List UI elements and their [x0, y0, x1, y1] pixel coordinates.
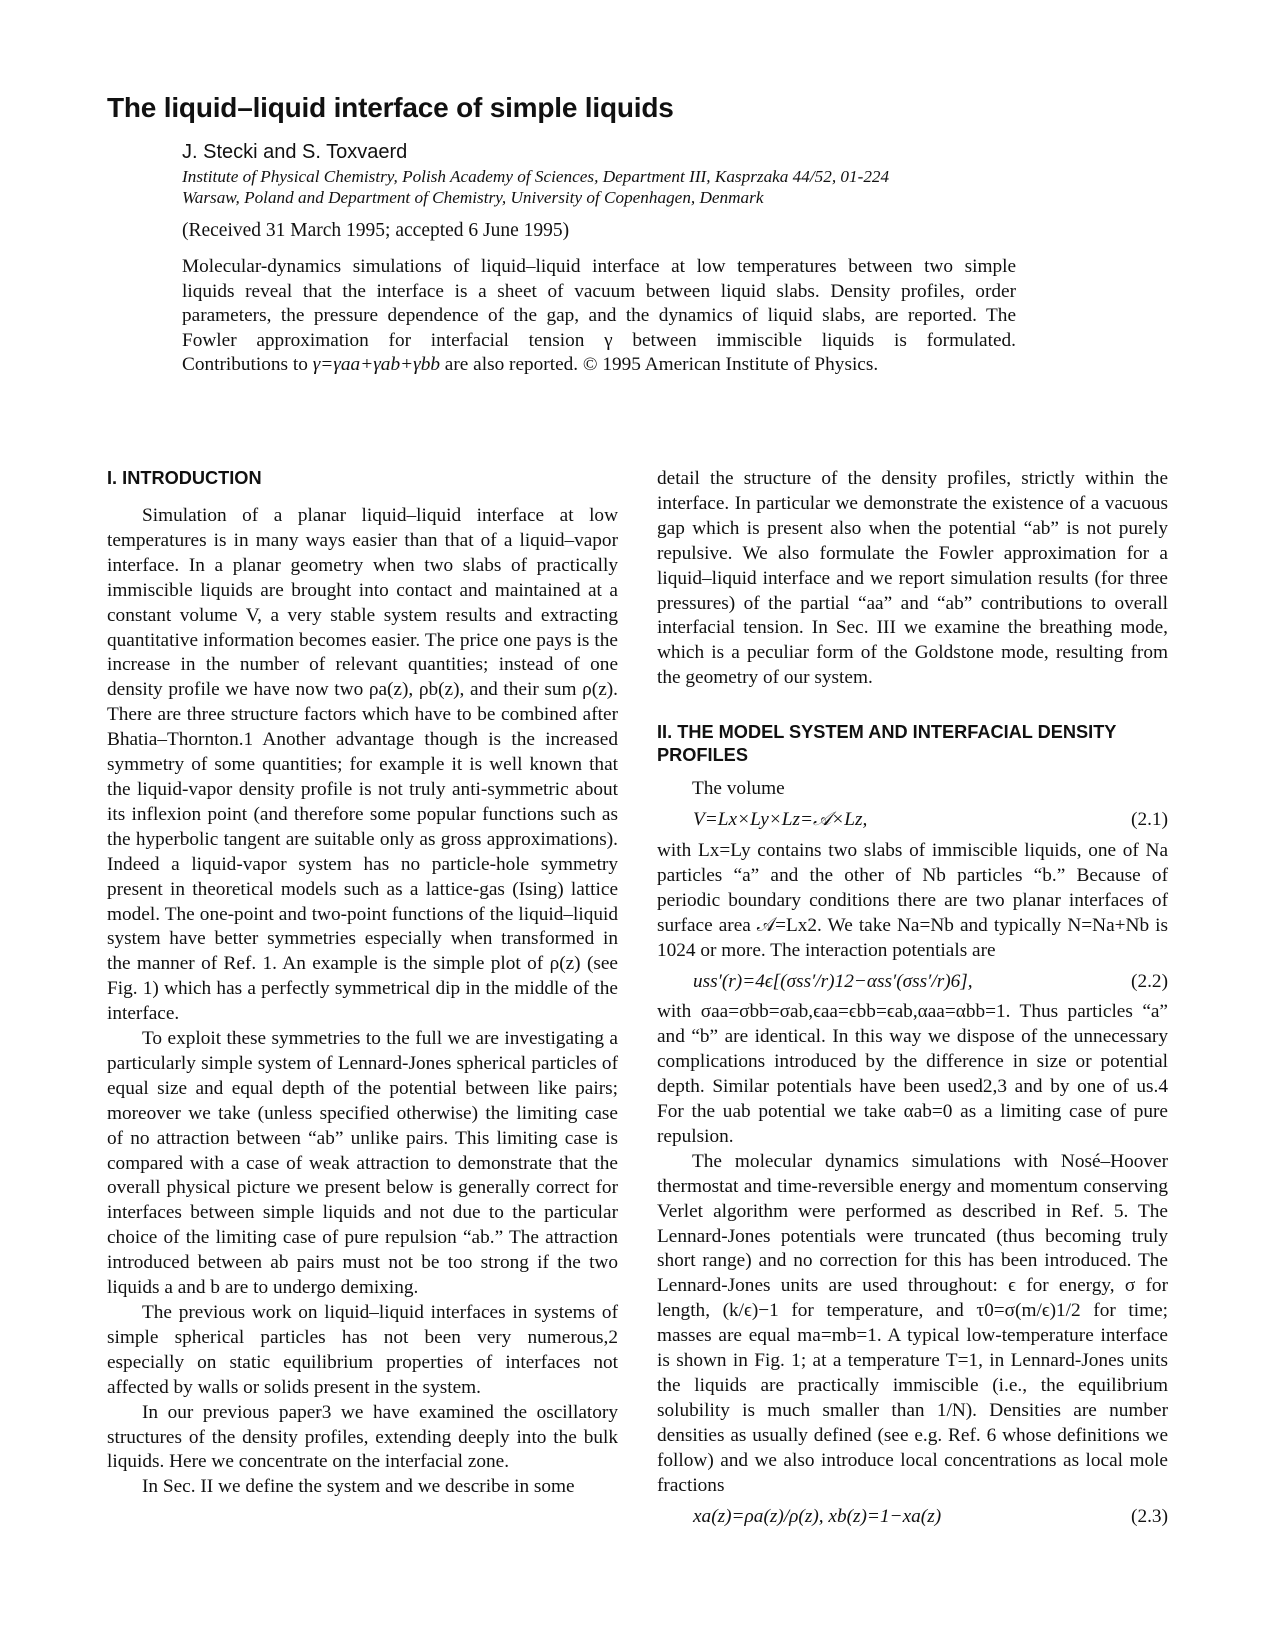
- abstract-line-5-pre: Contributions to: [182, 354, 313, 376]
- equation-2-3-body: xa(z)=ρa(z)/ρ(z), xb(z)=1−xa(z): [693, 1505, 942, 1527]
- intro-paragraph-4: In our previous paper3 we have examined the oscillatory structures of the density profiles, extending deeply into the bulk liquids. Here we concentrate on the interfacial zone.: [107, 1401, 618, 1473]
- abstract-gamma-equation: γ=γaa+γab+γbb: [312, 354, 440, 376]
- equation-2-2-number: (2.2): [1131, 970, 1168, 992]
- paper-authors: J. Stecki and S. Toxvaerd: [182, 141, 408, 163]
- model-paragraph-1: with Lx=Ly contains two slabs of immiscible liquids, one of Na particles “a” and the other of Nb particles “b.” Because of periodic boundary conditions there are two planar interfaces of surface area 𝒜=Lx2. We take Na=Nb and typically N=Na+Nb is 1024 or more. The interaction potentials are: [657, 839, 1168, 961]
- paper-title: The liquid–liquid interface of simple liquids: [107, 92, 674, 123]
- equation-2-1-body: V=Lx×Ly×Lz=𝒜×Lz,: [693, 809, 868, 831]
- abstract: [182, 255, 1016, 378]
- intro-paragraph-2: To exploit these symmetries to the full we are investigating a particularly simple system of Lennard-Jones spherical particles of equal size and equal depth of the potential between like pairs; moreover we take (unless specified otherwise) the limiting case of no attraction between “ab” unlike pairs. This limiting case is compared with a case of weak attraction to demonstrate that the overall physical picture we present below is generally correct for interfaces between simple liquids and not due to the particular choice of the limiting case of pure repulsion “ab.” The attraction introduced between ab pairs must not be too strong if the two liquids a and b are to undergo demixing.: [107, 1028, 618, 1299]
- equation-2-2: [657, 970, 1168, 995]
- equation-2-1: [657, 808, 1168, 833]
- paper-affiliation: [182, 166, 1022, 208]
- model-paragraph-3: The molecular dynamics simulations with Nosé–Hoover thermostat and time-reversible energy and momentum conserving Verlet algorithm were performed as described in Ref. 5. The Lennard-Jones potentials were truncated (thus becoming truly short range) and no correction for this has been introduced. The Lennard-Jones units are used throughout: ϵ for energy, σ for length, (k/ϵ)−1 for temperature, and τ0=σ(m/ϵ)1/2 for time; masses are equal ma=mb=1. A typical low-temperature interface is shown in Fig. 1; at a temperature T=1, in Lennard-Jones units the liquids are practically immiscible (i.e., the equilibrium solubility is much smaller than 1/N). Densities are number densities as usually defined (see e.g. Ref. 6 whose definitions we follow) and we also introduce local concentrations as local mole fractions: [657, 1150, 1168, 1496]
- intro-paragraph-3: The previous work on liquid–liquid interfaces in systems of simple spherical particles has not been very numerous,2 especially on static equilibrium properties of interfaces not affected by walls or solids present in the system.: [107, 1302, 618, 1398]
- volume-intro: The volume: [692, 778, 785, 800]
- abstract-line-3: parameters, the pressure dependence of the gap, and the dynamics of liquid slabs, are reported. The: [182, 305, 1016, 327]
- intro-paragraph-5: In Sec. II we define the system and we describe in some: [142, 1476, 575, 1498]
- abstract-line-2: liquids reveal that the interface is a sheet of vacuum between liquid slabs. Density profiles, order: [182, 280, 1016, 302]
- equation-2-2-body: uss′(r)=4ϵ[(σss′/r)12−αss′(σss′/r)6],: [693, 970, 973, 992]
- abstract-line-1: Molecular-dynamics simulations of liquid–liquid interface at low temperatures between two simple: [182, 256, 1016, 277]
- intro-paragraph-1: Simulation of a planar liquid–liquid interface at low temperatures is in many ways easier than that of a liquid–vapor interface. In a planar geometry when two slabs of practically immiscible liquids are brought into contact and maintained at a constant volume V, a very stable system results and extracting quantitative information becomes easier. The price one pays is the increase in the number of relevant quantities; instead of one density profile we have now two ρa(z), ρb(z), and their sum ρ(z). There are three structure factors which have to be combined after Bhatia–Thornton.1 Another advantage though is the increased symmetry of some quantities; for example it is well known that the liquid-vapor density profile is not truly anti-symmetric about its inflexion point (and therefore some popular functions such as the hyperbolic tangent are suitable only as gross approximations). Indeed a liquid-vapor system has no particle-hole symmetry present in theoretical models such as a lattice-gas (Ising) lattice model. The one-point and two-point functions of the liquid–liquid system have better symmetries especially when transformed in the manner of Ref. 1. An example is the simple plot of ρ(z) (see Fig. 1) which has a perfectly symmetrical dip in the middle of the interface.: [107, 505, 618, 1025]
- abstract-line-5: [182, 353, 1016, 378]
- model-paragraph-2: with σaa=σbb=σab,ϵaa=ϵbb=ϵab,αaa=αbb=1. Thus particles “a” and “b” are identical. In this way we dispose of the unnecessary complications introduced by the difference in size or potential depth. Similar potentials have been used2,3 and by one of us.4 For the uab potential we take αab=0 as a limiting case of pure repulsion.: [657, 1001, 1168, 1147]
- abstract-line-5-post: are also reported. © 1995 American Institute of Physics.: [439, 354, 879, 376]
- right-column: [657, 467, 1168, 1535]
- left-column: [107, 467, 618, 1500]
- equation-2-3-number: (2.3): [1131, 1505, 1168, 1527]
- section-heading-introduction: I. INTRODUCTION: [107, 468, 262, 488]
- intro-paragraph-continued: detail the structure of the density profiles, strictly within the interface. In particular we demonstrate the existence of a vacuous gap which is present also when the potential “ab” is not purely repulsive. We also formulate the Fowler approximation for a liquid–liquid interface and we report simulation results (for three pressures) of the partial “aa” and “ab” contributions to overall interfacial tension. In Sec. III we examine the breathing mode, which is a peculiar form of the Goldstone mode, resulting from the geometry of our system.: [657, 468, 1168, 689]
- abstract-line-4: Fowler approximation for interfacial tension γ between immiscible liquids is formulated.: [182, 329, 1016, 351]
- affiliation-line-2: Warsaw, Poland and Department of Chemistry, University of Copenhagen, Denmark: [182, 188, 764, 207]
- received-date: (Received 31 March 1995; accepted 6 June 1995): [182, 220, 570, 241]
- affiliation-line-1: Institute of Physical Chemistry, Polish Academy of Sciences, Department III, Kasprzaka 44/52, 01-224: [182, 167, 890, 186]
- section-heading-model-system: II. THE MODEL SYSTEM AND INTERFACIAL DENSITY PROFILES: [657, 722, 1117, 766]
- equation-2-3: [657, 1505, 1168, 1530]
- equation-2-1-number: (2.1): [1131, 809, 1168, 831]
